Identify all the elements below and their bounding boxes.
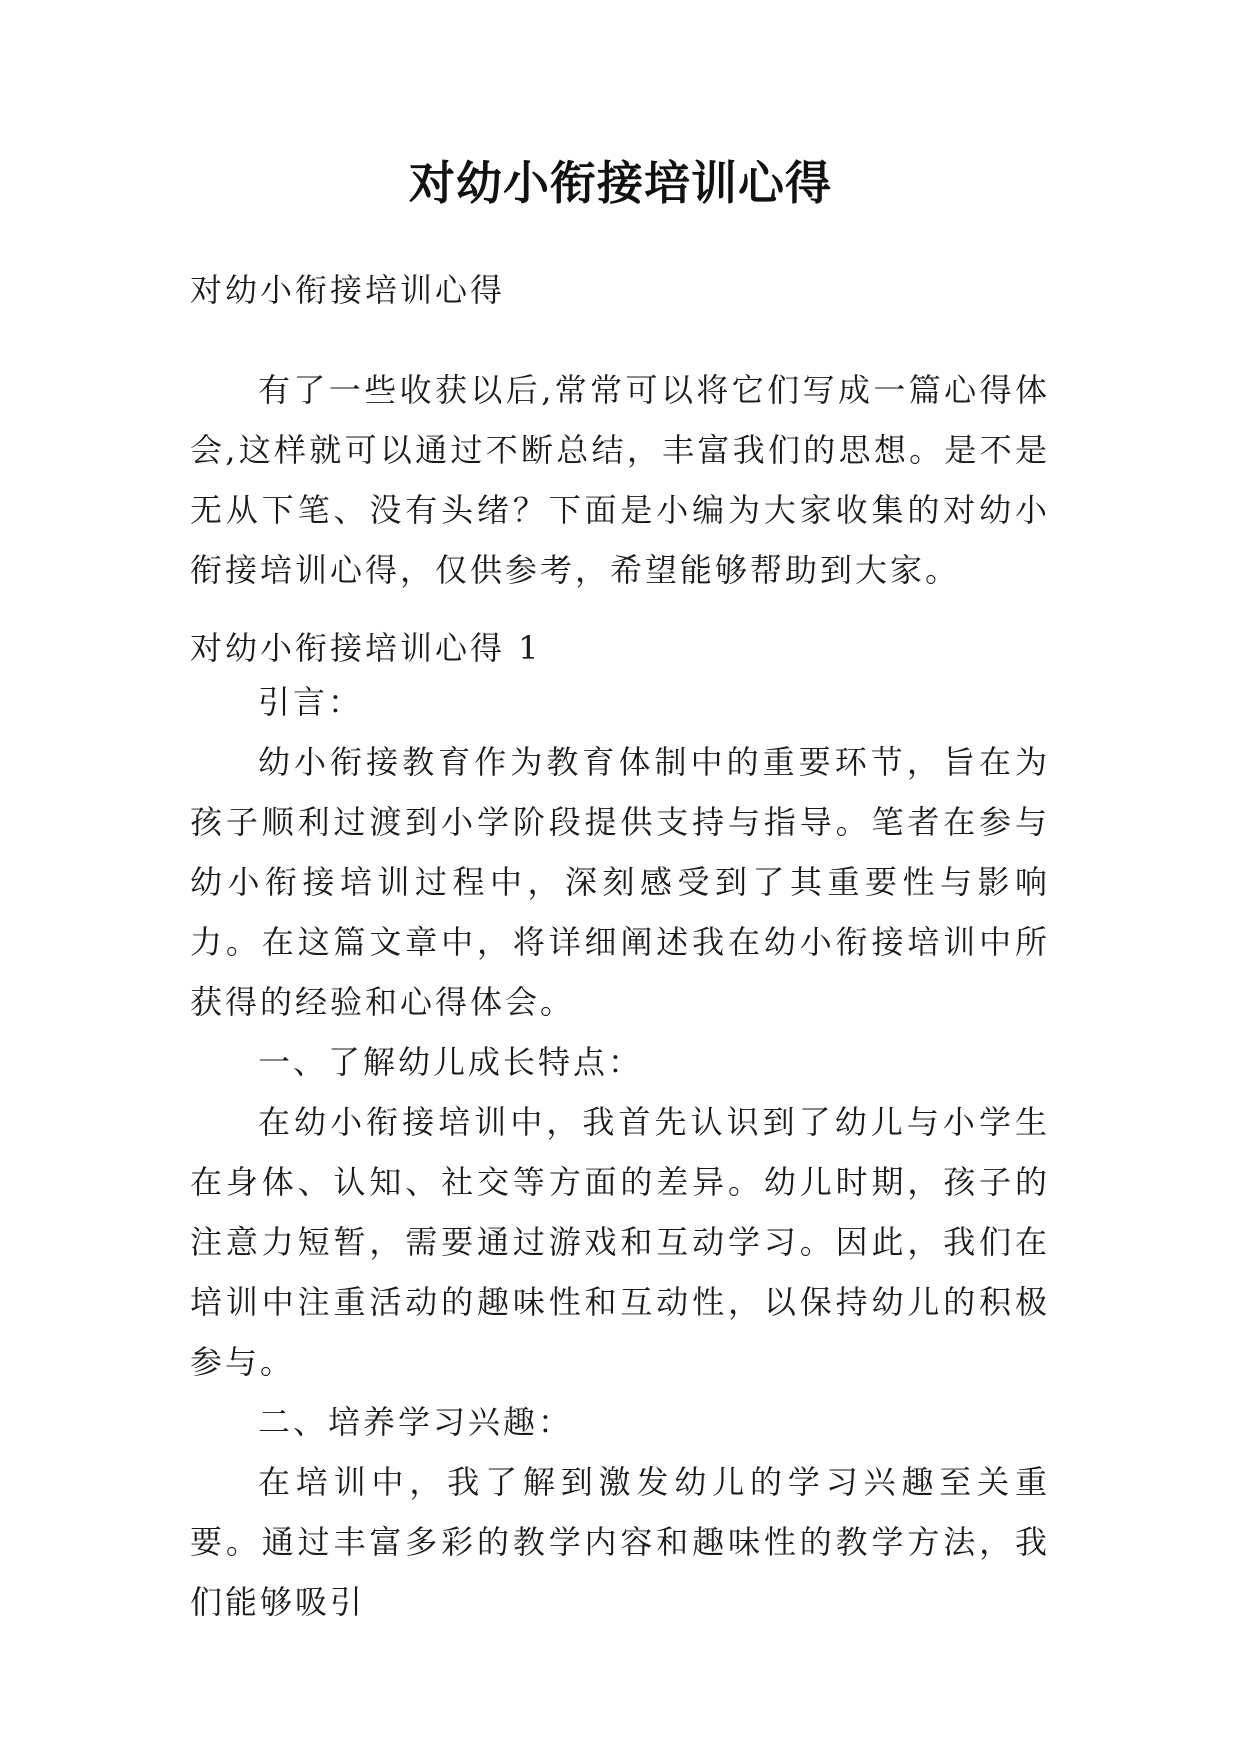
document-subtitle: 对幼小衔接培训心得 — [190, 271, 506, 309]
paragraph-body-one: 在幼小衔接培训中，我首先认识到了幼儿与小学生在身体、认知、社交等方面的差异。幼儿时期，孩子的注意力短暂，需要通过游戏和互动学习。因此，我们在培训中注重活动的趣味性和互动性，以保持幼儿的积极参与。 — [190, 1103, 1050, 1381]
paragraph-intro-label: 引言： — [258, 683, 364, 721]
paragraph-body-two: 在培训中，我了解到激发幼儿的学习兴趣至关重要。通过丰富多彩的教学内容和趣味性的教学方法，我们能够吸引 — [190, 1463, 1050, 1621]
section-body — [190, 672, 1050, 1632]
section-title: 对幼小衔接培训心得 1 — [190, 629, 542, 667]
paragraph-heading-two: 二、培养学习兴趣： — [258, 1403, 574, 1441]
intro-paragraph: 有了一些收获以后,常常可以将它们写成一篇心得体会,这样就可以通过不断总结，丰富我们的思想。是不是无从下笔、没有头绪？下面是小编为大家收集的对幼小衔接培训心得，仅供参考，希望能够帮助到大家。 — [190, 371, 1050, 589]
paragraph-heading-one: 一、了解幼儿成长特点： — [258, 1043, 644, 1081]
document-title: 对幼小衔接培训心得 — [409, 156, 832, 210]
paragraph-intro-body: 幼小衔接教育作为教育体制中的重要环节，旨在为孩子顺利过渡到小学阶段提供支持与指导。笔者在参与幼小衔接培训过程中，深刻感受到了其重要性与影响力。在这篇文章中，将详细阐述我在幼小衔接培训中所获得的经验和心得体会。 — [190, 743, 1050, 1021]
